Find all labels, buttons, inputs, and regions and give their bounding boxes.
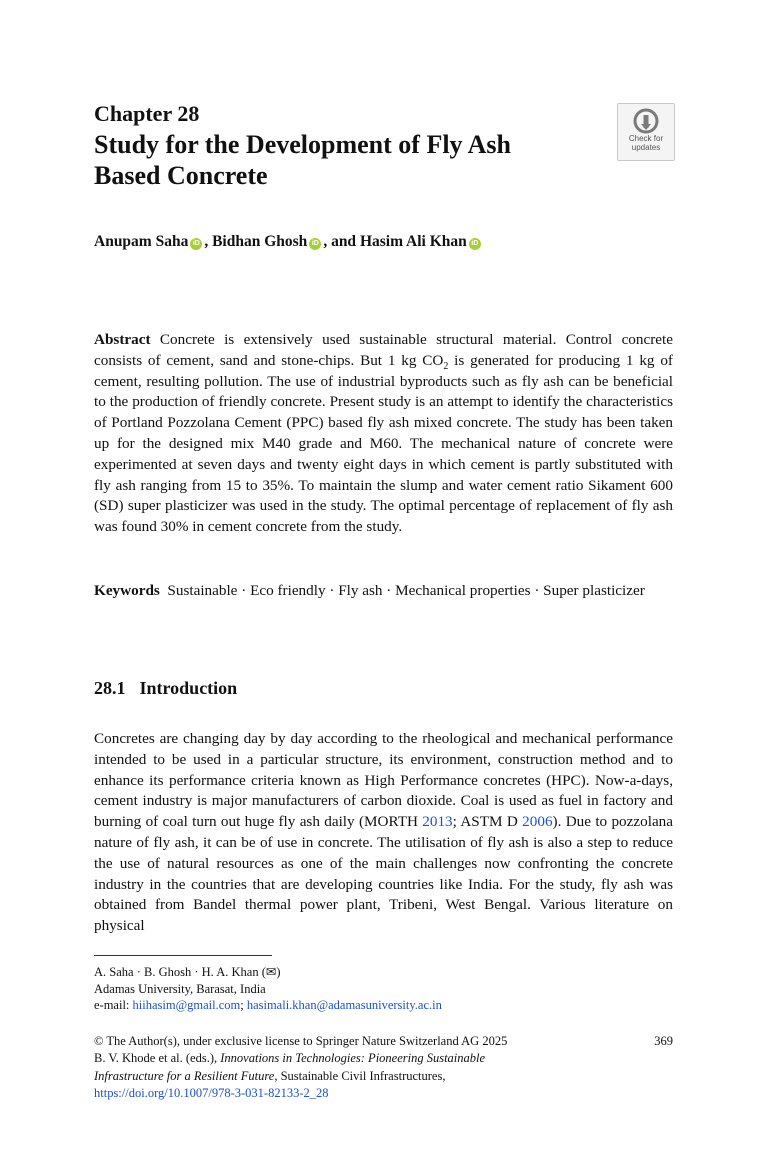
author-separator: , (204, 233, 213, 250)
book-title: Infrastructure for a Resilient Future (94, 1068, 275, 1083)
section-number: 28.1 (94, 678, 126, 698)
section-heading (94, 677, 237, 699)
check-for-updates-icon (633, 108, 659, 134)
editors: B. V. Khode et al. (eds.), (94, 1051, 221, 1066)
keywords-text: Sustainable · Eco friendly · Fly ash · Mechanical properties · Super plasticizer (167, 582, 645, 599)
check-for-updates-badge[interactable] (617, 103, 675, 161)
series-name: , Sustainable Civil Infrastructures, (274, 1068, 446, 1083)
citation-link[interactable]: 2013 (422, 813, 453, 831)
subscript: 2 (443, 360, 449, 372)
author-name: Bidhan Ghosh (212, 233, 308, 250)
badge-line-2: updates (631, 143, 661, 152)
orcid-icon[interactable]: iD (309, 238, 321, 250)
author-affiliation-footnote (94, 964, 673, 1014)
doi-link[interactable]: https://doi.org/10.1007/978-3-031-82133-2_28 (94, 1086, 329, 1101)
author-name: Hasim Ali Khan (359, 233, 467, 250)
email-label: e-mail: (94, 998, 133, 1013)
footnote-emails (94, 997, 673, 1014)
copyright-line: © The Author(s), under exclusive license to Springer Nature Switzerland AG 2025 (94, 1034, 508, 1048)
author-name: Anupam Saha (94, 233, 189, 250)
footnote-affiliation: Adamas University, Barasat, India (94, 981, 266, 996)
orcid-icon[interactable]: iD (190, 238, 202, 250)
book-title-line (94, 1068, 673, 1085)
keywords-label: Keywords (94, 582, 160, 599)
badge-line-1: Check for (628, 134, 664, 143)
email-separator: ; (240, 998, 247, 1013)
author-separator: , and (323, 233, 360, 250)
abstract-text: is generated for producing 1 kg of cement, resulting pollution. The use of industrial byproducts such as fly ash can be beneficial to the production of friendly concrete. Present study is an attempt to identify the characteristics of Portland Pozzolana Cement (PPC) based fly ash mixed concrete. The study has been taken up for the designed mix M40 grade and M60. The mechanical nature of concrete were experimented at seven days and twenty eight days in which cement is partly substituted with fly ash ranging from 15 to 35%. To maintain the slump and water cement ratio Sikament 600 (SD) super plasticizer was used in the study. The optimal percentage of replacement of fly ash was found 30% in cement concrete from the study. (94, 351, 673, 536)
book-title: Innovations in Technologies: Pioneering Sustainable (220, 1051, 486, 1066)
chapter-number: Chapter 28 (94, 101, 200, 126)
introduction-paragraph (94, 729, 673, 937)
body-text: ; ASTM D (452, 813, 523, 831)
editors-line (94, 1050, 673, 1067)
body-text: ). Due to pozzolana nature of fly ash, it can be of use in concrete. The utilisation of fly ash is also a step to reduce the use of natural resources as one of the main challenges now confronting the concrete industry in the countries that are developing countries like India. For the study, fly ash was obtained from Bandel thermal power plant, Tribeni, West Bengal. Various literature on physical (94, 813, 674, 935)
copyright-block (94, 1033, 673, 1103)
abstract-label: Abstract (94, 331, 151, 348)
author-list (94, 232, 483, 252)
abstract (94, 330, 673, 538)
keywords (94, 581, 673, 602)
citation-link[interactable]: 2006 (522, 813, 553, 831)
footnote-authors: A. Saha · B. Ghosh · H. A. Khan (✉) (94, 965, 281, 979)
body-text: Concretes are changing day by day according to the rheological and mechanical performance intended to be used in a particular structure, its environment, construction method and to enhance its performance criteria known as High Performance concretes (HPC). Now-a-days, cement industry is major manufacturers of carbon dioxide. Coal is used as fuel in factory and burning of coal turn out huge fly ash daily (MORTH (94, 730, 673, 831)
section-title: Introduction (139, 678, 238, 698)
email-link[interactable]: hiihasim@gmail.com (132, 998, 241, 1013)
orcid-icon[interactable]: iD (469, 238, 481, 250)
email-link[interactable]: hasimali.khan@adamasuniversity.ac.in (246, 998, 442, 1013)
chapter-title: Study for the Development of Fly Ash Based Concrete (94, 130, 511, 190)
abstract-text: Concrete is extensively used sustainable structural material. Control concrete consists of cement, sand and stone-chips. But 1 kg CO (94, 331, 673, 369)
footnote-divider (94, 955, 272, 956)
page-number: 369 (654, 1034, 673, 1048)
